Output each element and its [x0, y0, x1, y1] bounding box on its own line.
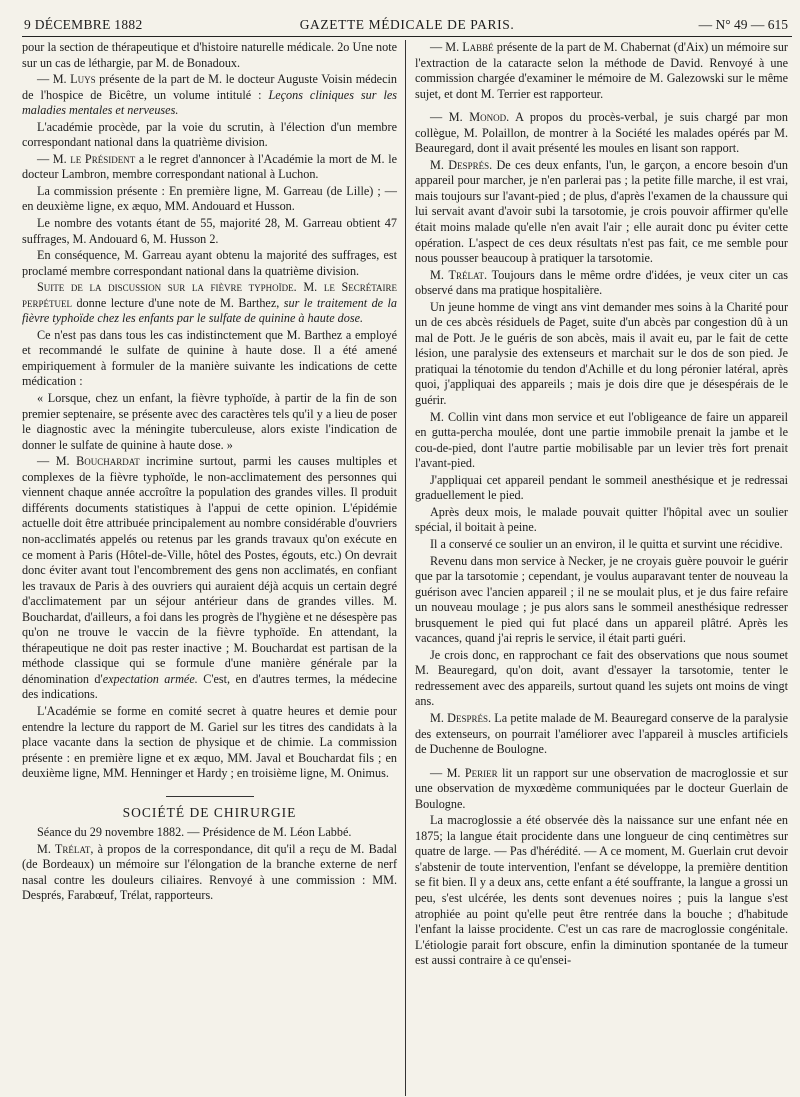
paragraph-text: donne lecture d'une note de M. Barthez, [72, 295, 284, 310]
paragraph: Je crois donc, en rapprochant ce fait des observations que nous soumet M. Beauregard, qu'on doit, avant d'essayer la tarsotomie, tenter le redressement avec des appareils, surtout quand les sujets ont moins de vingt ans. [415, 647, 788, 709]
paragraph: Ce n'est pas dans tous les cas indistinctement que M. Barthez a employé et recommandé le sulfate de quinine à haute dose. Il a été amené empiriquement à formuler de la manière suivante les indications de cette médication : [22, 327, 397, 389]
paragraph [415, 158, 788, 267]
speaker-name: — M. Labbé [430, 40, 494, 54]
paragraph: J'appliquai cet appareil pendant le sommeil anesthésique et je redressai graduellement le pied. [415, 472, 788, 503]
emphasis: expectation armée. [102, 671, 198, 686]
note-title: sur le traitement de la fièvre typhoïde chez les enfants par le sulfate de quinine à haute dose. [22, 295, 397, 326]
paragraph [415, 40, 788, 102]
paragraph-text: présente de la part de M. Chabernat (d'Aix) un mémoire sur l'extraction de la cataracte selon la méthode de David. Renvoyé à une commission chargée d'examiner le mémoire de M. Galezowski sur le même sujet, et dont M. Terrier est rapporteur. [415, 40, 788, 101]
speaker-name: M. Trélat. [430, 267, 487, 282]
paragraph: L'Académie se forme en comité secret à quatre heures et demie pour entendre la lecture du rapport de M. Gariel sur les titres des candidats à la place vacante dans la section de physique et de chimie. La commission présente : en première ligne et ex æquo, MM. Javal et Bouchardat fils ; en deuxième ligne, MM. Henninger et Hardy ; en troisième ligne, M. Onimus. [22, 703, 397, 781]
paragraph [22, 280, 397, 327]
book-title: Leçons cliniques sur les maladies mentales et nerveuses. [22, 87, 397, 118]
paragraph-text: a le regret d'annoncer à l'Académie la mort de M. le docteur Lambron, membre correspondant national à Luchon. [22, 151, 397, 182]
two-column-body [22, 40, 792, 1096]
speaker-name: — M. Monod. [430, 110, 510, 125]
paragraph-text: incrimine surtout, parmi les causes multiples et complexes de la fièvre typhoïde, le non-acclimatement des personnes qui viennent chaque année accroître la population des grandes villes. Il produit différents documents statistiques à l'appui de cette opinion. L'épidémie actuelle doit être attribuée principalement au nombre considérable d'ouvriers non-acclimatés appelés ou retenus par les grands travaux qu'on exécute en ce moment à Paris (Hôtel-de-Ville, hôtel des Postes, égouts, etc.) On devrait donc éviter avant tout l'encombrement des gens non acclimatés, en confiant les travaux de Paris à des ouvriers qui auraient déjà acquis un certain degré d'acclimatement par un séjour antérieur dans de grandes villes. M. Bouchardat, d'ailleurs, a foi dans les progrès de l'hygiène et ne désespère pas qu'on ne trouve le vaccin de la fièvre typhoïde. En attendant, la thérapeutique ne doit pas rester inactive ; M. Bouchardat est partisan de la méthode classique qui se formule d'une manière générale par la dénomination d' [22, 454, 397, 686]
header-title: GAZETTE MÉDICALE DE PARIS. [299, 17, 515, 32]
section-divider [166, 796, 254, 797]
paragraph [22, 72, 397, 119]
session-line: Séance du 29 novembre 1882. — Présidence de M. Léon Labbé. [37, 825, 352, 840]
paragraph [415, 110, 788, 157]
paragraph: En conséquence, M. Garreau ayant obtenu la majorité des suffrages, est proclamé membre correspondant national dans la quatrième division. [22, 248, 397, 278]
paragraph-text: Toujours dans le même ordre d'idées, je veux citer un cas observé dans ma pratique hospitalière. [415, 267, 788, 298]
paragraph [415, 268, 788, 299]
discussion-heading: Suite de la discussion sur la fièvre typhoïde. [37, 280, 297, 295]
paragraph [22, 454, 397, 703]
paragraph: L'académie procède, par la voie du scrutin, à l'élection d'un membre correspondant national dans la quatrième division. [22, 119, 397, 150]
paragraph [415, 766, 788, 813]
paragraph-text: C'est, en d'autres termes, la médecine des indications. [22, 671, 397, 702]
paragraph-text: De ces deux enfants, l'un, le garçon, a encore besoin d'un appareil pour marcher, je n'en parlerai pas ; la petite fille marche, il est vrai, mais toujours sur l'avant-pied ; de plus, d'après l'examen de la chaussure qui lui servait avant d'avoir subi la tarsotomie, je crois pouvoir affirmer qu'elle était moins malade qu'elle n'en avait l'air ; elle aurait donc pu éviter cette opération. L'aspect de ces deux résultats n'est pas fait, ce me semble pour nous pousser beaucoup à pratiquer la tarsotomie. [415, 157, 788, 266]
speaker-name: M. le Secrétaire perpétuel [22, 280, 397, 310]
left-column [22, 40, 405, 1096]
paragraph [415, 711, 788, 758]
paragraph: Revenu dans mon service à Necker, je ne croyais guère pouvoir le guérir que par la tarsotomie ; cependant, je voulus auparavant tenter de nouveau la guérison avec l'ancien appareil ; il ne se moulait plus, et je dus faire refaire un nouveau moulage ; je pus alors sans le sommeil anesthésique redresser brusquement le pied qui fut placé dans un appareil plâtré. Après les vacances, quand j'ai repris le service, il était parti guéri. [415, 553, 788, 646]
header-issue-page: — N° 49 — 615 [698, 17, 788, 32]
speaker-name: M. Trélat, [37, 841, 94, 856]
speaker-name: — M. le Président [37, 151, 136, 166]
right-column [405, 40, 788, 1096]
paragraph-text: A propos du procès-verbal, je suis chargé par mon collègue, M. Polaillon, de montrer à la Société les malades opérés par M. Beauregard, dont il avait présenté les moules en lisant son rapport. [415, 110, 788, 156]
paragraph-text: présente de la part de M. le docteur Auguste Voisin médecin de l'hospice de Bicêtre, un volume intitulé : [22, 72, 397, 102]
speaker-name: M. Després. [430, 157, 493, 172]
paragraph-text: La petite malade de M. Beauregard conserve de la paralysie des extenseurs, on pourrait l'améliorer avec l'appareil à muscles artificiels de Duchenne de Boulogne. [415, 710, 788, 757]
speaker-name: — M. Bouchardat [37, 454, 140, 469]
paragraph-text: lit un rapport sur une observation de macroglossie et sur une observation de myxœdème communiquées par le docteur Guerlain de Boulogne. [415, 765, 788, 811]
header-date: 9 DÉCEMBRE 1882 [24, 17, 143, 32]
paragraph: Après deux mois, le malade pouvait quitter l'hôpital avec un soulier spécial, il boitait à peine. [415, 504, 788, 535]
paragraph: La macroglossie a été observée dès la naissance sur une enfant née en 1875; la langue était procidente dans une longueur de cinq centimètres sur quatre de large. — Pas d'hérédité. — A ce moment, M. Guerlain crut devoir s'abstenir de toute intervention, l'enfant se développe, la première dentition se fit bien. Il y a deux ans, cette enfant a été souffrante, la langue a grossi un peu, s'est ulcérée, les dents sont devenues noires ; puis la langue s'est atrophiée au point qu'elle peut être rentrée dans la bouche ; d'habitude l'enfant la laisse procidente. C'est un cas rare de macroglossie congénitale. L'étiologie parait fort obscure, enfin la diminution spontanée de la tumeur est aussi contraire à ce qu'ensei- [415, 813, 788, 968]
speaker-name: — M. Luys [37, 72, 96, 87]
page-header [22, 0, 792, 37]
paragraph-text: à propos de la correspondance, dit qu'il a reçu de M. Badal (de Bordeaux) un mémoire sur l'élongation de la branche externe de nerf nasal contre les douleurs ciliaires. Renvoyé à une commission : MM. Després, Farabœuf, Trélat, rapporteurs. [22, 841, 397, 903]
quotation: « Lorsque, chez un enfant, la fièvre typhoïde, à partir de la fin de son premier septenaire, se présente avec des caractères tels qu'il y a lieu de poser le diagnostic avec la méningite tuberculeuse, alors existe l'indication de donner le sulfate de quinine à haute dose. » [22, 391, 397, 452]
paragraph: Le nombre des votants étant de 55, majorité 28, M. Garreau obtient 47 suffrages, M. Andouard 6, M. Husson 2. [22, 216, 397, 246]
paragraph: Un jeune homme de vingt ans vint demander mes soins à la Charité pour un de ces abcès résiduels de Paget, suite d'un abcès par congestion dû à un mal de Pott. Je le guéris de son abcès, mais il avait eu, par le fait de cette lésion, une paralysie des extenseurs et marchait sur le dos de son pied. Je pratiquai la ténotomie du tendon d'Achille et du long péronier latéral, après quoi, j'appliquai des appareils ; mais je dois dire que je désespérais de le guérir. [415, 299, 788, 408]
speaker-name: M. Després. [430, 710, 492, 725]
paragraph: La commission présente : En première ligne, M. Garreau (de Lille) ; — en deuxième ligne, ex æquo, MM. Andouard et Husson. [22, 183, 397, 214]
speaker-name: — M. Perier [430, 765, 498, 780]
paragraph: M. Collin vint dans mon service et eut l'obligeance de faire un appareil en gutta-percha moulée, dont une partie immobile prenait la jambe et le cou-de-pied, dont l'autre partie mobilisable par un levier très fort prenait l'avant-pied. [415, 409, 788, 471]
paragraph: pour la section de thérapeutique et d'histoire naturelle médicale. 2o Une note sur un cas de léthargie, par M. de Bonadoux. [22, 40, 397, 70]
section-title: SOCIÉTÉ DE CHIRURGIE [122, 804, 297, 820]
paragraph [22, 152, 397, 183]
paragraph: Il a conservé ce soulier un an environ, il le quitta et survint une récidive. [430, 536, 783, 551]
paragraph [22, 842, 397, 904]
